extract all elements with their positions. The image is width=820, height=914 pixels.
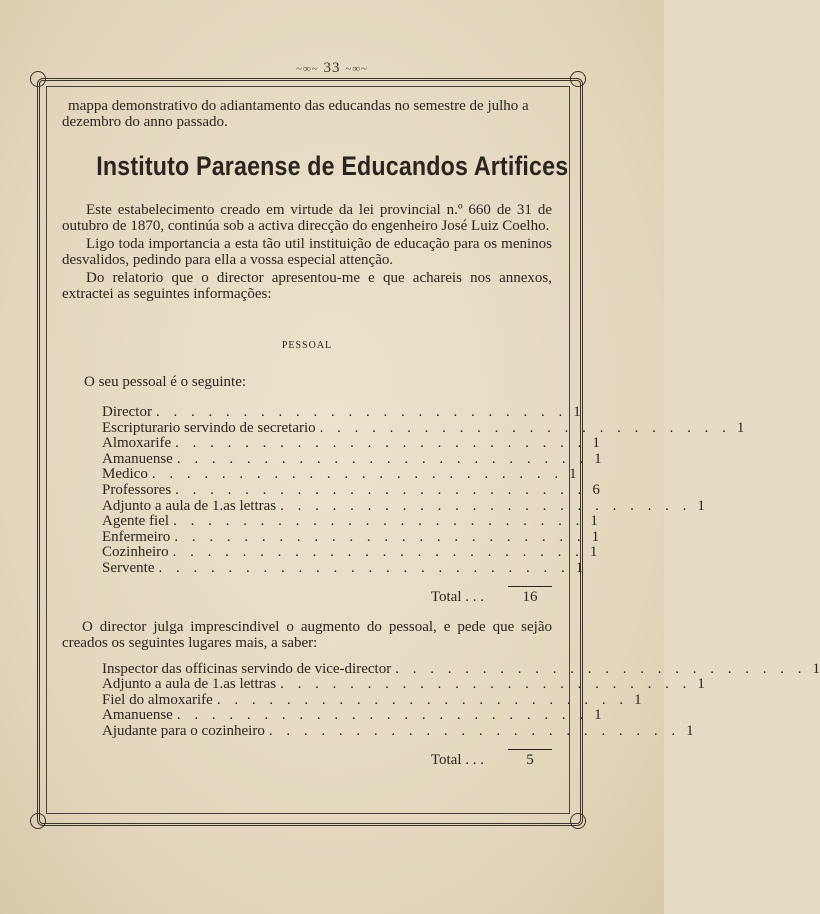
- requested-role: Adjunto a aula de 1.as lettras: [102, 676, 277, 693]
- total-value: 16: [508, 586, 552, 605]
- right-ornament: ~∞~: [345, 63, 368, 75]
- intro-text: mappa demonstrativo do adiantamento das educandas no semestre de julho a dezembro do anno passado.: [62, 98, 529, 130]
- list-item: [102, 435, 600, 452]
- requested-role: Inspector das officinas servindo de vice-director: [102, 660, 392, 677]
- paragraph: Ligo toda importancia a esta tão util instituição de educação para os meninos desvalidos, pedindo para ella a vossa especial attenção.: [62, 236, 552, 268]
- requested-count: 1: [594, 707, 602, 724]
- staff-role: Amanuense: [102, 450, 173, 467]
- staff-role: Adjunto a aula de 1.as lettras: [102, 497, 277, 514]
- list-item: [102, 419, 745, 436]
- page-number-value: 33: [323, 60, 341, 76]
- requested-count: 1: [812, 660, 820, 677]
- staff-role: Almoxarife: [102, 435, 172, 452]
- staff-total-row: [62, 586, 552, 605]
- list-item: [102, 513, 598, 530]
- paragraph: Este estabelecimento creado em virtude da lei provincial n.º 660 de 31 de outubro de 1870, continúa sob a activa direcção do engenheiro José Luiz Coelho.: [62, 202, 552, 234]
- list-item: [102, 544, 598, 561]
- leader-dots: . . . . . . . . . . . . . . . . . . . . . . . .: [319, 419, 731, 436]
- staff-role: Enfermeiro: [102, 528, 171, 545]
- list-item: [102, 691, 642, 708]
- list-item: [102, 676, 705, 693]
- leader-dots: . . . . . . . . . . . . . . . . . . . . . . . .: [175, 435, 587, 452]
- staff-count: 1: [575, 559, 584, 576]
- staff-intro: O seu pessoal é o seguinte:: [84, 374, 247, 390]
- staff-count: 1: [697, 497, 705, 514]
- requested-role: Fiel do almoxarife: [102, 691, 213, 708]
- page-number: [262, 60, 402, 77]
- corner-flourish-icon: [30, 813, 46, 829]
- leader-dots: . . . . . . . . . . . . . . . . . . . . . . . .: [176, 707, 589, 724]
- list-item: [102, 481, 600, 498]
- document-body: [62, 98, 820, 768]
- staff-count: 6: [592, 481, 600, 498]
- paragraph: Do relatorio que o director apresentou-me e que achareis nos annexos, extractei as seguintes informações:: [62, 270, 552, 302]
- corner-flourish-icon: [570, 71, 586, 87]
- total-label: Total . . .: [430, 588, 484, 605]
- requested-total-row: [62, 749, 552, 768]
- leader-dots: . . . . . . . . . . . . . . . . . . . . . . . .: [176, 450, 589, 467]
- leader-dots: . . . . . . . . . . . . . . . . . . . . . . . .: [268, 722, 681, 739]
- staff-count: 1: [573, 404, 581, 420]
- staff-role: Director: [102, 404, 152, 420]
- staff-list: [62, 404, 745, 576]
- staff-role: Professores: [102, 481, 172, 498]
- staff-count: 1: [591, 528, 600, 545]
- requested-count: 1: [634, 691, 642, 708]
- staff-role: Agente fiel: [102, 513, 170, 530]
- subsection-heading: PESSOAL: [281, 340, 333, 351]
- staff-count: 1: [569, 466, 577, 483]
- requested-role: Ajudante para o cozinheiro: [102, 722, 265, 739]
- staff-role: Servente: [102, 559, 155, 576]
- staff-count: 1: [736, 419, 745, 436]
- leader-dots: . . . . . . . . . . . . . . . . . . . . . . . .: [173, 513, 585, 530]
- staff-role: Cozinheiro: [102, 544, 169, 561]
- leader-dots: . . . . . . . . . . . . . . . . . . . . . . . .: [155, 404, 568, 420]
- leader-dots: . . . . . . . . . . . . . . . . . . . . . . . .: [395, 660, 807, 677]
- list-item: [102, 722, 694, 739]
- leader-dots: . . . . . . . . . . . . . . . . . . . . . . . .: [280, 676, 692, 693]
- requested-count: 1: [686, 722, 694, 739]
- list-item: [102, 450, 602, 467]
- list-item: [102, 660, 820, 677]
- list-item: [102, 466, 577, 483]
- list-item: [102, 707, 602, 724]
- leader-dots: . . . . . . . . . . . . . . . . . . . . . . . .: [151, 466, 564, 483]
- staff-role: Medico: [102, 466, 148, 483]
- section-title: Instituto Paraense de Educandos Artifices: [96, 151, 569, 181]
- corner-flourish-icon: [30, 71, 46, 87]
- leader-dots: . . . . . . . . . . . . . . . . . . . . . . . .: [280, 497, 692, 514]
- leader-dots: . . . . . . . . . . . . . . . . . . . . . . . .: [172, 544, 584, 561]
- leader-dots: . . . . . . . . . . . . . . . . . . . . . . . .: [174, 528, 586, 545]
- leader-dots: . . . . . . . . . . . . . . . . . . . . . . . .: [216, 691, 629, 708]
- staff-count: 1: [592, 435, 600, 452]
- leader-dots: . . . . . . . . . . . . . . . . . . . . . . . .: [158, 559, 570, 576]
- staff-count: 1: [594, 450, 602, 467]
- requested-list: [62, 660, 820, 739]
- list-item: [102, 404, 581, 420]
- total-value: 5: [508, 749, 552, 768]
- list-item: [102, 528, 600, 545]
- total-label: Total . . .: [430, 751, 484, 768]
- list-item: [102, 497, 705, 514]
- requested-count: 1: [697, 676, 705, 693]
- left-ornament: ~∞~: [296, 63, 319, 75]
- list-item: [102, 559, 584, 576]
- staff-count: 1: [589, 544, 598, 561]
- leader-dots: . . . . . . . . . . . . . . . . . . . . . . . .: [175, 481, 587, 498]
- request-paragraph: O director julga imprescindivel o augmento do pessoal, e pede que sejão creados os seguintes lugares mais, a saber:: [62, 618, 552, 651]
- corner-flourish-icon: [570, 813, 586, 829]
- staff-role: Escripturario servindo de secretario: [102, 419, 316, 436]
- staff-count: 1: [590, 513, 598, 530]
- requested-role: Amanuense: [102, 707, 173, 724]
